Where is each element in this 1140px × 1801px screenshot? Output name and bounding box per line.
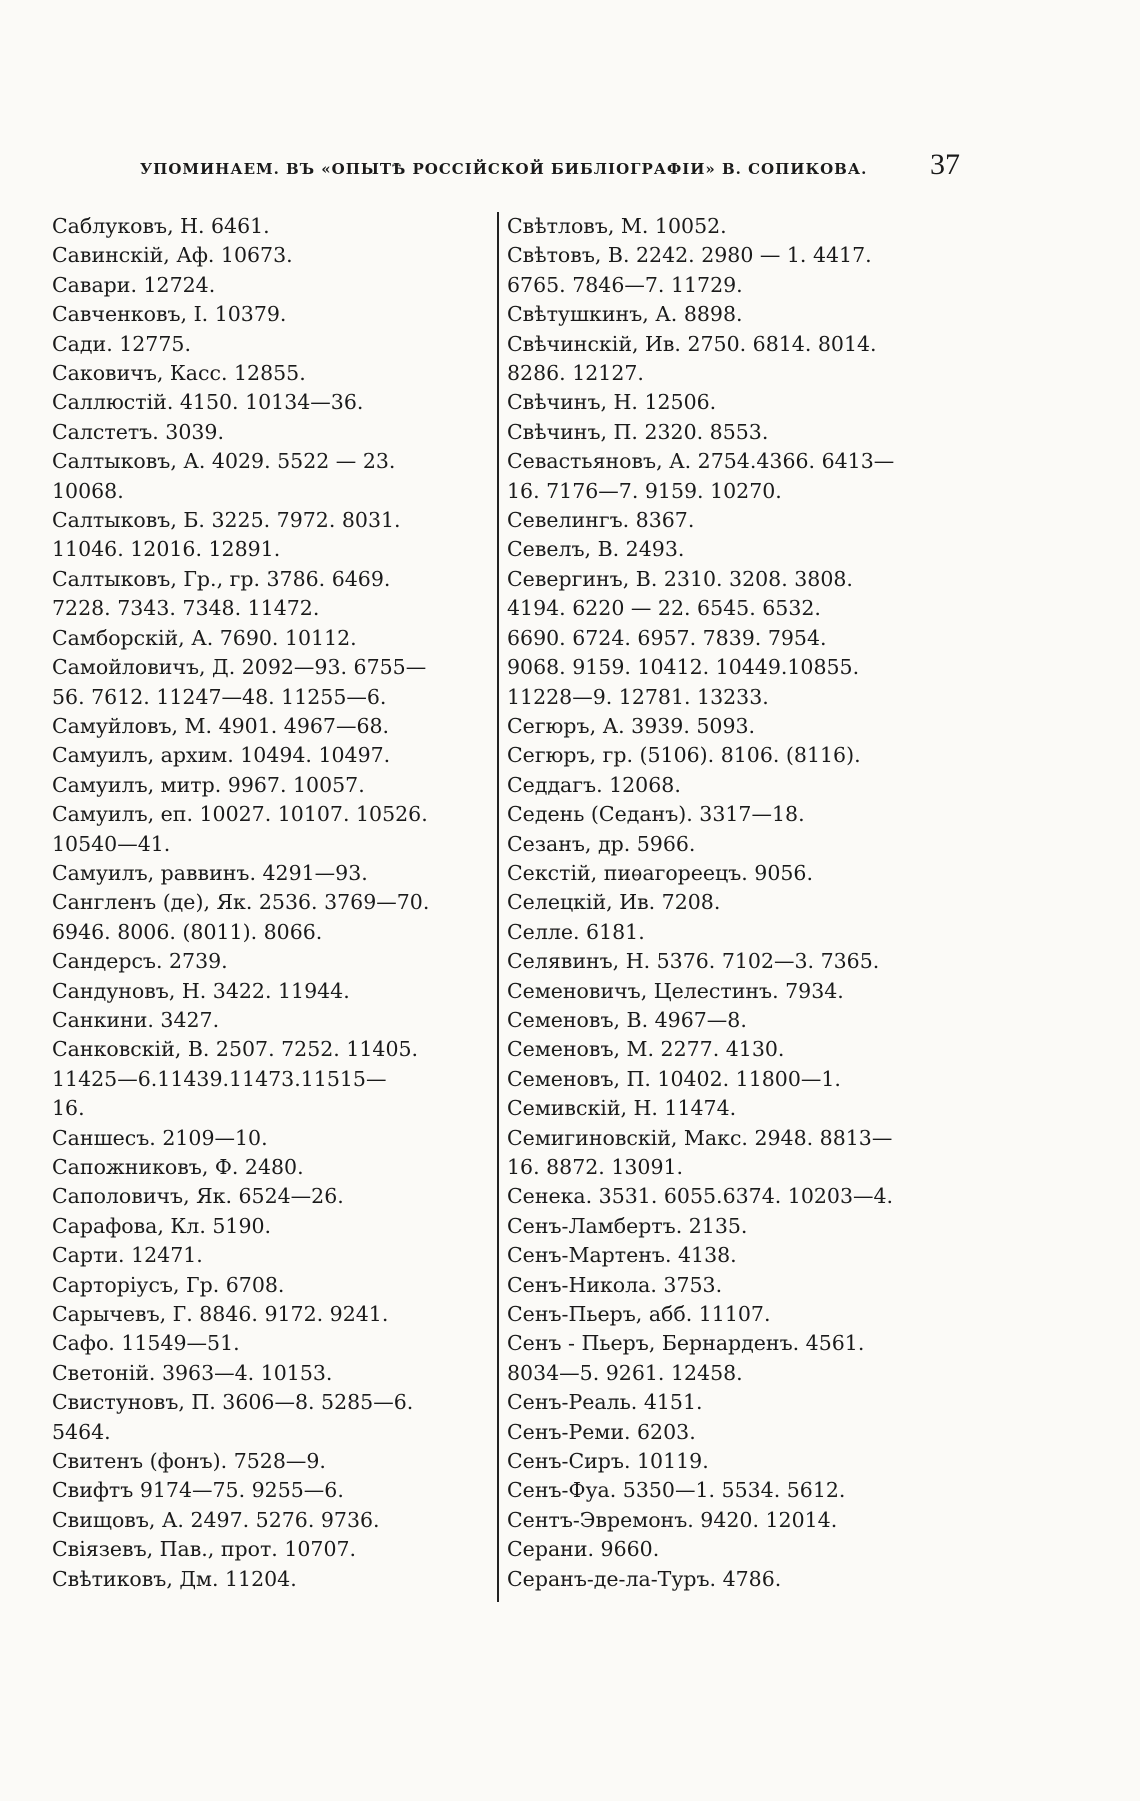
- index-entry-line: 11046. 12016. 12891.: [52, 537, 281, 562]
- index-entry: [52, 418, 492, 447]
- index-entry: [507, 1476, 947, 1505]
- index-entry-line: Серанъ-де-ла-Туръ. 4786.: [507, 1566, 782, 1591]
- index-entry: [52, 1124, 492, 1153]
- index-entry: [507, 1388, 947, 1417]
- index-entry: [507, 1212, 947, 1241]
- index-entry: [507, 1535, 947, 1564]
- index-entry-line: Селявинъ, Н. 5376. 7102—3. 7365.: [507, 949, 880, 974]
- index-entry: [52, 388, 492, 417]
- index-entry: [52, 624, 492, 653]
- index-entry: [507, 918, 947, 947]
- index-entry-line: Светоній. 3963—4. 10153.: [52, 1360, 333, 1385]
- index-entry: [52, 1476, 492, 1505]
- index-entry-line: Сенъ-Фуа. 5350—1. 5534. 5612.: [507, 1478, 846, 1503]
- index-entry: [507, 1300, 947, 1329]
- index-entry: [507, 388, 947, 417]
- index-entry: [52, 1300, 492, 1329]
- index-entry-line: 6946. 8006. (8011). 8066.: [52, 919, 323, 944]
- index-entry-line: Самуилъ, митр. 9967. 10057.: [52, 772, 365, 797]
- index-entry: [507, 1182, 947, 1211]
- index-entry-line: 16.: [52, 1096, 85, 1121]
- column-divider: [497, 212, 499, 1602]
- index-entry: [52, 506, 492, 565]
- index-entry-line: Саковичъ, Касс. 12855.: [52, 361, 306, 386]
- index-entry-line: 56. 7612. 11247—48. 11255—6.: [52, 684, 387, 709]
- index-entry-line: Сарафова, Кл. 5190.: [52, 1213, 272, 1238]
- index-entry-line: Сенъ-Реаль. 4151.: [507, 1390, 703, 1415]
- index-entry: [52, 300, 492, 329]
- index-entry: [52, 771, 492, 800]
- index-entry-line: 8286. 12127.: [507, 361, 644, 386]
- index-entry-line: Сандерсъ. 2739.: [52, 949, 228, 974]
- index-entry-line: 6765. 7846—7. 11729.: [507, 272, 743, 297]
- index-entry-line: Седдагъ. 12068.: [507, 772, 681, 797]
- index-entry: [507, 1447, 947, 1476]
- index-entry-line: 16. 8872. 13091.: [507, 1155, 684, 1179]
- index-entry: [52, 1535, 492, 1564]
- index-entry-line: Салстетъ. 3039.: [52, 419, 224, 444]
- page-number: 37: [930, 148, 960, 181]
- index-entry-line: Савари. 12724.: [52, 272, 216, 297]
- index-entry-line: Саполовичъ, Як. 6524—26.: [52, 1184, 344, 1209]
- index-entry-line: Сапожниковъ, Ф. 2480.: [52, 1155, 304, 1179]
- index-entry-line: Сенъ-Пьеръ, абб. 11107.: [507, 1302, 771, 1327]
- index-entry-line: Сарти. 12471.: [52, 1243, 203, 1268]
- index-entry-line: 10540—41.: [52, 831, 171, 856]
- index-entry: [52, 653, 492, 712]
- index-entry: [52, 712, 492, 741]
- index-entry: [507, 947, 947, 976]
- index-entry-line: Сенъ-Мартенъ. 4138.: [507, 1243, 737, 1268]
- index-entry-line: Саншесъ. 2109—10.: [52, 1125, 268, 1150]
- index-entry-line: 4194. 6220 — 22. 6545. 6532.: [507, 596, 821, 621]
- index-entry: [52, 447, 492, 506]
- page-header: [140, 148, 960, 182]
- index-entry: [507, 1241, 947, 1270]
- index-entry: [52, 1329, 492, 1358]
- index-entry-line: 5464.: [52, 1419, 111, 1444]
- index-entry-line: Селле. 6181.: [507, 919, 645, 944]
- index-entry-line: Севергинъ, В. 2310. 3208. 3808.: [507, 566, 853, 591]
- index-entry: [507, 712, 947, 741]
- index-entry: [52, 1212, 492, 1241]
- index-entry: [52, 241, 492, 270]
- index-entry: [52, 212, 492, 241]
- index-entry: [507, 447, 947, 506]
- index-entry-line: Свищовъ, А. 2497. 5276. 9736.: [52, 1507, 380, 1532]
- index-entry: [52, 1359, 492, 1388]
- index-entry: [507, 535, 947, 564]
- index-entry-line: Сегюръ, А. 3939. 5093.: [507, 713, 756, 738]
- index-entry: [507, 830, 947, 859]
- index-entry-line: Савченковъ, I. 10379.: [52, 302, 287, 327]
- index-entry: [52, 1271, 492, 1300]
- index-entry: [507, 1329, 947, 1388]
- index-entry: [507, 1094, 947, 1123]
- index-entry-line: Свѣчинскій, Ив. 2750. 6814. 8014.: [507, 331, 877, 356]
- index-entry: [52, 271, 492, 300]
- index-entry: [507, 888, 947, 917]
- index-entry: [507, 241, 947, 300]
- index-entry: [507, 977, 947, 1006]
- index-entry-line: Самуилъ, архим. 10494. 10497.: [52, 743, 391, 768]
- index-entry: [507, 565, 947, 712]
- index-entry-line: Семигиновскій, Макс. 2948. 8813—: [507, 1125, 893, 1150]
- index-entry-line: 6690. 6724. 6957. 7839. 7954.: [507, 625, 827, 650]
- index-entry-line: 8034—5. 9261. 12458.: [507, 1360, 743, 1385]
- index-entry: [507, 800, 947, 829]
- index-entry-line: Сегюръ, гр. (5106). 8106. (8116).: [507, 743, 861, 768]
- index-entry-line: 11425—6.11439.11473.11515—: [52, 1066, 387, 1091]
- index-entry-line: Салтыковъ, Б. 3225. 7972. 8031.: [52, 508, 401, 533]
- index-entry-line: Салтыковъ, А. 4029. 5522 — 23.: [52, 449, 396, 474]
- index-entry-line: Самойловичъ, Д. 2092—93. 6755—: [52, 655, 427, 680]
- running-title: УПОМИНАЕМ. ВЪ «ОПЫТѢ РОССІЙСКОЙ БИБЛІОГРАФІИ» В. СОПИКОВА.: [140, 160, 868, 178]
- index-entry-line: Сезанъ, др. 5966.: [507, 831, 696, 856]
- index-entry: [507, 330, 947, 389]
- index-entry-line: Севелингъ. 8367.: [507, 508, 695, 533]
- index-entry: [52, 359, 492, 388]
- index-entry: [52, 888, 492, 947]
- index-entry: [507, 212, 947, 241]
- index-entry-line: Свіязевъ, Пав., прот. 10707.: [52, 1537, 357, 1562]
- index-entry: [507, 1565, 947, 1594]
- index-entry: [507, 1271, 947, 1300]
- index-entry-line: Секстій, пиѳагореецъ. 9056.: [507, 860, 813, 885]
- index-entry: [507, 741, 947, 770]
- index-entry-line: Сенъ-Реми. 6203.: [507, 1419, 696, 1444]
- index-entry: [507, 1124, 947, 1183]
- index-entry: [52, 1006, 492, 1035]
- index-entry-line: Свѣтловъ, М. 10052.: [507, 214, 727, 238]
- index-entry-line: Сангленъ (де), Як. 2536. 3769—70.: [52, 890, 430, 915]
- index-entry-line: Савинскій, Аф. 10673.: [52, 243, 293, 268]
- index-entry-line: Семеновичъ, Целестинъ. 7934.: [507, 978, 844, 1003]
- index-entry-line: Сафо. 11549—51.: [52, 1331, 240, 1356]
- index-entry-line: Сади. 12775.: [52, 331, 191, 356]
- index-entry-line: Сарторіусъ, Гр. 6708.: [52, 1272, 285, 1297]
- index-entry-line: 9068. 9159. 10412. 10449.10855.: [507, 655, 860, 680]
- index-entry-line: Свифтъ 9174—75. 9255—6.: [52, 1478, 344, 1503]
- index-entry-line: Самуилъ, раввинъ. 4291—93.: [52, 860, 368, 885]
- index-entry: [52, 330, 492, 359]
- index-entry-line: Свѣтовъ, В. 2242. 2980 — 1. 4417.: [507, 243, 872, 268]
- index-entry-line: Сандуновъ, Н. 3422. 11944.: [52, 978, 350, 1003]
- index-entry: [507, 506, 947, 535]
- index-entry: [507, 1006, 947, 1035]
- index-entry-line: Семеновъ, М. 2277. 4130.: [507, 1037, 785, 1062]
- index-entry-line: Сенъ-Сиръ. 10119.: [507, 1449, 709, 1474]
- index-entry-line: Семеновъ, П. 10402. 11800—1.: [507, 1066, 841, 1091]
- index-entry-line: Семивскій, Н. 11474.: [507, 1096, 737, 1121]
- index-entry-line: Свитенъ (фонъ). 7528—9.: [52, 1449, 326, 1474]
- index-entry: [52, 741, 492, 770]
- index-entry: [507, 1035, 947, 1064]
- index-entry-line: Салтыковъ, Гр., гр. 3786. 6469.: [52, 566, 391, 591]
- index-entry-line: 10068.: [52, 478, 124, 503]
- index-column-right: [507, 212, 947, 1594]
- index-entry: [507, 771, 947, 800]
- index-entry: [52, 1182, 492, 1211]
- index-entry-line: Свѣтиковъ, Дм. 11204.: [52, 1566, 297, 1591]
- index-entry-line: Свѣтушкинъ, А. 8898.: [507, 302, 743, 327]
- index-entry-line: Сарычевъ, Г. 8846. 9172. 9241.: [52, 1302, 389, 1327]
- index-entry-line: Саблуковъ, Н. 6461.: [52, 214, 270, 238]
- index-entry-line: Санкини. 3427.: [52, 1007, 220, 1032]
- index-entry-line: Самуилъ, еп. 10027. 10107. 10526.: [52, 802, 428, 827]
- index-entry: [52, 1506, 492, 1535]
- index-entry-line: Севелъ, В. 2493.: [507, 537, 685, 562]
- index-column-left: [52, 212, 492, 1594]
- index-entry: [52, 859, 492, 888]
- index-entry-line: 11228—9. 12781. 13233.: [507, 684, 769, 709]
- index-entry: [507, 1418, 947, 1447]
- index-entry-line: Сентъ-Эвремонъ. 9420. 12014.: [507, 1507, 838, 1532]
- index-entry-line: Севастьяновъ, А. 2754.4366. 6413—: [507, 449, 895, 474]
- index-entry-line: Свѣчинъ, П. 2320. 8553.: [507, 419, 769, 444]
- index-entry-line: 16. 7176—7. 9159. 10270.: [507, 478, 782, 503]
- index-entry-line: Сенъ - Пьеръ, Бернарденъ. 4561.: [507, 1331, 865, 1356]
- index-entry: [52, 1565, 492, 1594]
- index-entry: [52, 1153, 492, 1182]
- index-entry: [507, 1506, 947, 1535]
- index-entry-line: Сенъ-Никола. 3753.: [507, 1272, 723, 1297]
- index-entry: [52, 1447, 492, 1476]
- index-entry: [507, 859, 947, 888]
- index-entry-line: Селецкій, Ив. 7208.: [507, 890, 721, 915]
- index-entry-line: Саллюстій. 4150. 10134—36.: [52, 390, 364, 415]
- index-entry-line: Семеновъ, В. 4967—8.: [507, 1007, 747, 1032]
- index-entry-line: Свистуновъ, П. 3606—8. 5285—6.: [52, 1390, 414, 1415]
- index-entry-line: Сенека. 3531. 6055.6374. 10203—4.: [507, 1184, 894, 1209]
- index-entry: [507, 300, 947, 329]
- index-entry-line: Седень (Седанъ). 3317—18.: [507, 802, 805, 827]
- index-entry-line: Сенъ-Ламбертъ. 2135.: [507, 1213, 748, 1238]
- index-entry-line: Свѣчинъ, Н. 12506.: [507, 390, 717, 415]
- index-entry: [52, 565, 492, 624]
- index-entry: [507, 418, 947, 447]
- index-entry: [52, 1241, 492, 1270]
- index-entry-line: Самборскій, А. 7690. 10112.: [52, 625, 357, 650]
- index-entry: [52, 977, 492, 1006]
- index-entry: [52, 1035, 492, 1123]
- index-entry: [507, 1065, 947, 1094]
- index-entry: [52, 947, 492, 976]
- index-entry-line: Санковскій, В. 2507. 7252. 11405.: [52, 1037, 419, 1062]
- index-entry: [52, 800, 492, 859]
- index-entry-line: 7228. 7343. 7348. 11472.: [52, 596, 320, 621]
- index-entry-line: Серани. 9660.: [507, 1537, 660, 1562]
- index-entry-line: Самуйловъ, М. 4901. 4967—68.: [52, 713, 390, 738]
- index-entry: [52, 1388, 492, 1447]
